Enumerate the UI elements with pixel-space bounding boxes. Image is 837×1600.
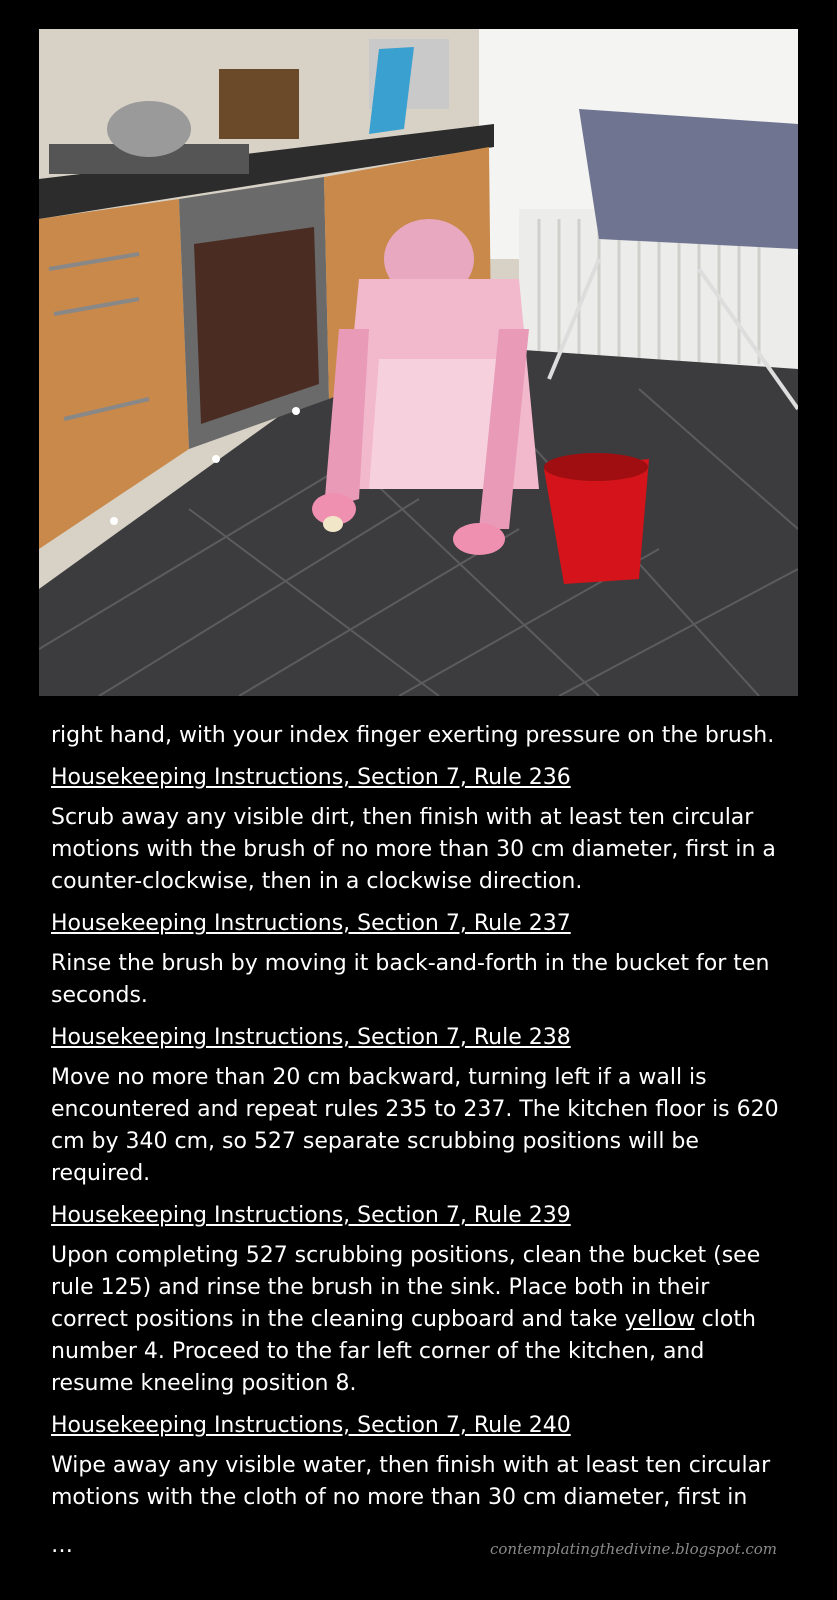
instruction-paragraph: Scrub away any visible dirt, then finish with at least ten circular motions with the brush of no more than 30 cm diameter, first in a counter-clockwise, then in a clockwise direction. [51, 805, 776, 894]
paragraph-text: Upon completing 527 scrubbing positions, clean the bucket (see rule 125) and rinse the brush in the sink. Place both in their correct positions in the cleaning cupboard and take [51, 1243, 761, 1332]
rule-heading: Housekeeping Instructions, Section 7, Rule 239 [51, 1203, 571, 1228]
instruction-paragraph: Wipe away any visible water, then finish with at least ten circular motions with the cloth of no more than 30 cm diameter, first in [51, 1453, 771, 1510]
instruction-paragraph [51, 1240, 791, 1400]
underlined-word: yellow [624, 1307, 695, 1332]
paragraph-text: cloth number 4. Proceed to the far left corner of the kitchen, and resume kneeling position 8. [51, 1307, 756, 1396]
rule-heading: Housekeeping Instructions, Section 7, Rule 237 [51, 911, 571, 936]
watermark: contemplatingthedivine.blogspot.com [489, 1540, 777, 1558]
kitchen-photo-illustration [39, 29, 798, 696]
instruction-paragraph: Move no more than 20 cm backward, turning left if a wall is encountered and repeat rules 235 to 237. The kitchen floor is 620 cm by 340 cm, so 527 separate scrubbing positions will be required. [51, 1065, 779, 1186]
instruction-paragraph: Rinse the brush by moving it back-and-forth in the bucket for ten seconds. [51, 951, 770, 1008]
rule-heading: Housekeeping Instructions, Section 7, Rule 238 [51, 1025, 571, 1050]
rule-heading: Housekeeping Instructions, Section 7, Rule 240 [51, 1413, 571, 1438]
kitchen-photo [39, 29, 798, 696]
instruction-paragraph: right hand, with your index finger exerting pressure on the brush. [51, 723, 775, 748]
document-body [51, 720, 791, 1524]
rule-heading: Housekeeping Instructions, Section 7, Rule 236 [51, 765, 571, 790]
continuation-ellipsis: … [51, 1533, 73, 1558]
